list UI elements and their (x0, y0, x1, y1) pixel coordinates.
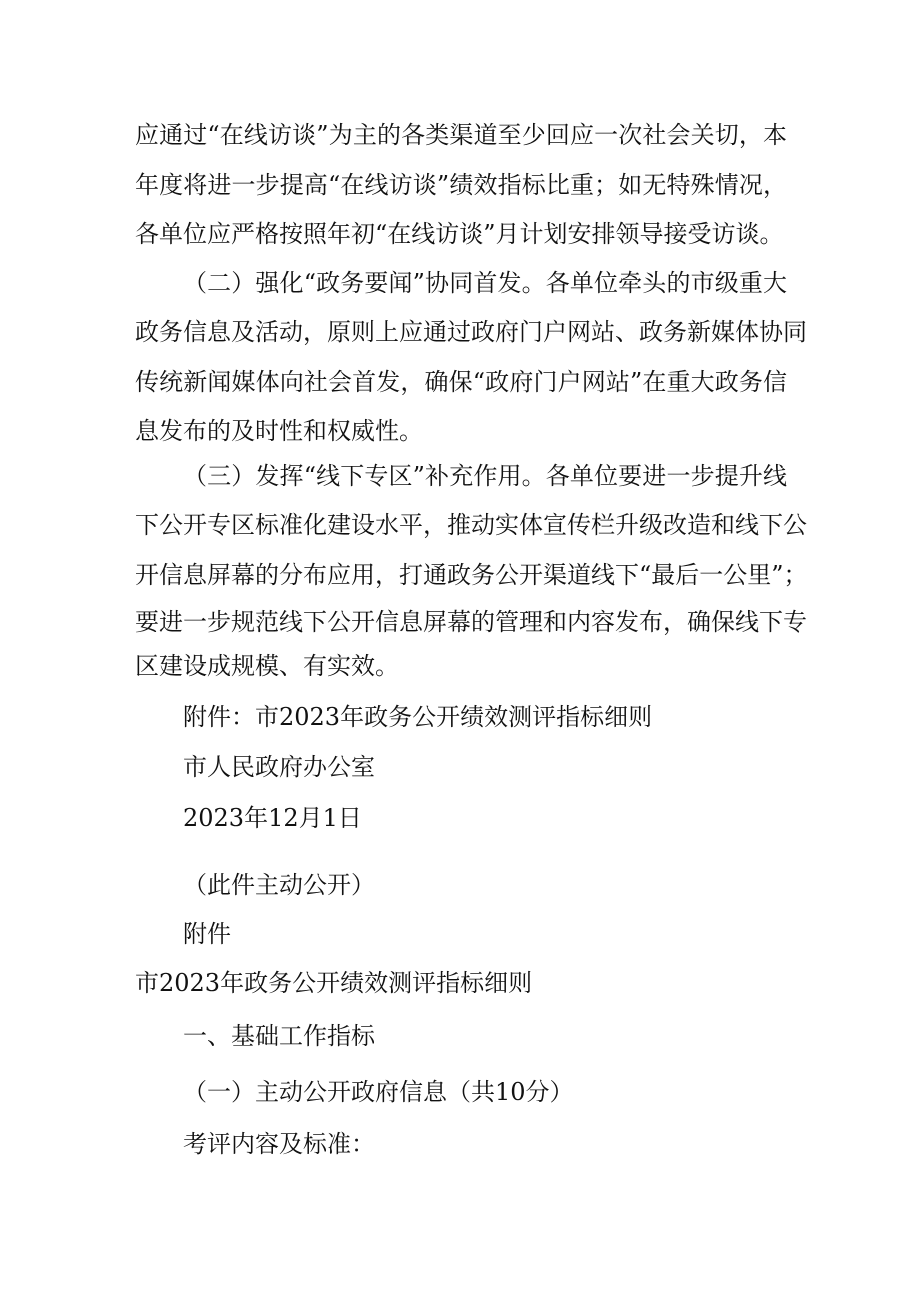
attachment-label: 附件 (183, 920, 231, 948)
paragraph-1-line-1: 应通过“在线访谈”为主的各类渠道至少回应一次社会关切，本 (135, 121, 787, 149)
paragraph-2-line-4: 息发布的及时性和权威性。 (135, 417, 423, 445)
paragraph-1-line-2: 年度将进一步提高“在线访谈”绩效指标比重；如无特殊情况， (135, 171, 787, 199)
paragraph-2-line-1: （二）强化“政务要闻”协同首发。各单位牵头的市级重大 (183, 269, 787, 297)
document-date: 2023年12月1日 (183, 804, 362, 832)
paragraph-2-line-3: 传统新闻媒体向社会首发，确保“政府门户网站”在重大政务信 (135, 368, 787, 396)
paragraph-3-line-3: 开信息屏幕的分布应用，打通政务公开渠道线下“最后一公里”； (135, 561, 808, 589)
issuer: 市人民政府办公室 (183, 753, 375, 781)
paragraph-3-line-2: 下公开专区标准化建设水平，推动实体宣传栏升级改造和线下公 (135, 511, 807, 539)
attachment-title: 市2023年政务公开绩效测评指标细则 (135, 969, 533, 997)
paragraph-3-line-4: 要进一步规范线下公开信息屏幕的管理和内容发布，确保线下专 (135, 608, 807, 636)
subsection-heading: （一）主动公开政府信息（共10分） (183, 1078, 574, 1106)
criteria-label: 考评内容及标准： (183, 1130, 375, 1158)
section-heading: 一、基础工作指标 (183, 1022, 375, 1050)
attachment-note: 附件：市2023年政务公开绩效测评指标细则 (183, 703, 653, 731)
paragraph-3-line-1: （三）发挥“线下专区”补充作用。各单位要进一步提升线 (183, 462, 787, 490)
paragraph-2-line-2: 政务信息及活动，原则上应通过政府门户网站、政务新媒体协同 (135, 318, 807, 346)
paragraph-3-line-5: 区建设成规模、有实效。 (135, 652, 399, 680)
paragraph-1-line-3: 各单位应严格按照年初“在线访谈”月计划安排领导接受访谈。 (135, 220, 784, 248)
disclosure-note: （此件主动公开） (183, 871, 375, 899)
